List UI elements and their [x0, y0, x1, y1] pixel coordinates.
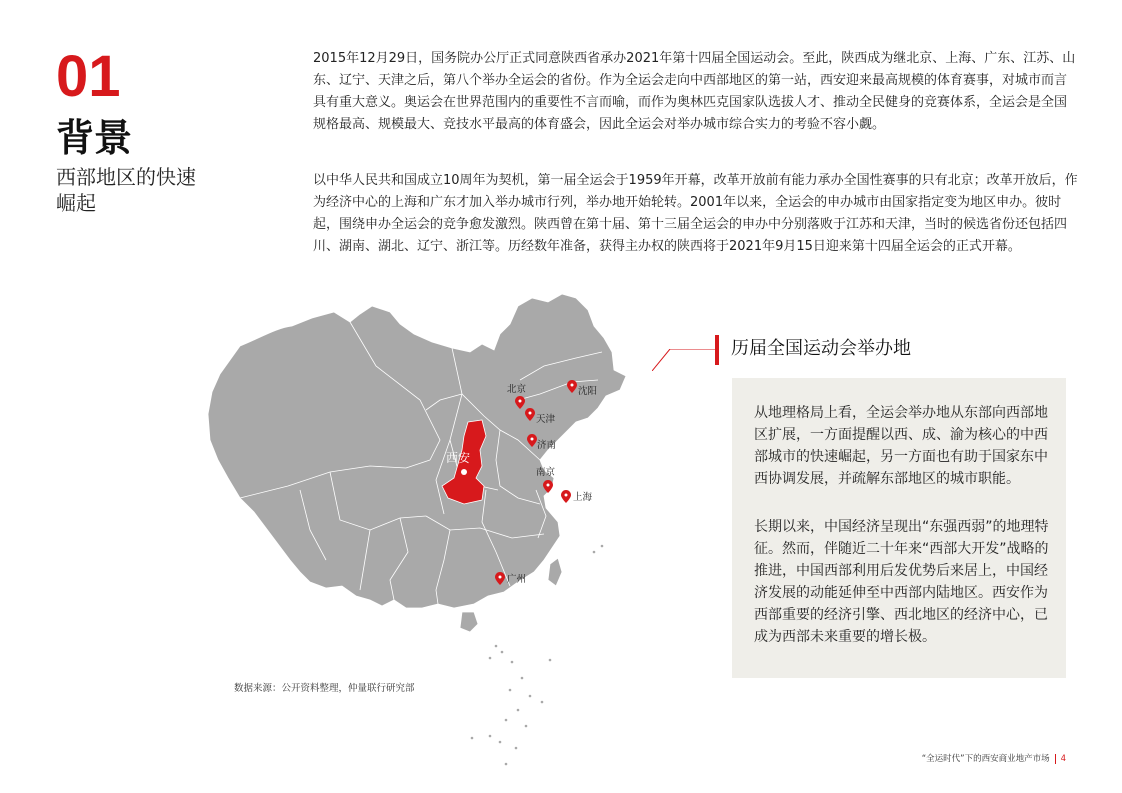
section-title: 背景: [56, 116, 133, 160]
legend-title: 历届全国运动会举办地: [731, 338, 911, 359]
footer-title: “全运时代”下的西安商业地产市场: [921, 754, 1050, 764]
china-map: [200, 290, 660, 770]
legend-connector-line: [652, 349, 716, 371]
footer-separator: [1055, 754, 1056, 764]
city-label-tianjin: 天津: [536, 414, 556, 425]
city-marker-shanghai: [561, 490, 593, 503]
city-label-nanjing: 南京: [536, 467, 556, 478]
body-paragraph-1: 2015年12月29日，国务院办公厅正式同意陕西省承办2021年第十四届全国运动会。至此，陕西成为继北京、上海、广东、江苏、山东、辽宁、天津之后，第八个举办全运会的省份。作为全运会走向中西部地区的第一站，西安迎来最高规模的体育赛事，对城市而言具有重大意义。奥运会在世界范围内的重要性不言而喻，而作为奥林匹克国家队选拔人才、推动全民健身的竞赛体系，全运会是全国规格最高、规模最大、竞技水平最高的体育盛会，因此全运会对举办城市综合实力的考验不容小觑。: [313, 51, 1076, 132]
info-paragraph-1: 从地理格局上看，全运会举办地从东部向西部地区扩展，一方面提醒以西、成、渝为核心的中西部城市的快速崛起，另一方面也有助于国家东中西协调发展，并疏解东部地区的城市职能。: [754, 405, 1048, 487]
xian-dot: [461, 469, 467, 475]
city-label-shanghai: 上海: [573, 492, 593, 503]
page-number: 4: [1060, 754, 1066, 764]
legend-accent-bar: [715, 335, 719, 365]
city-label-beijing: 北京: [507, 384, 527, 395]
xian-label: 西安: [446, 451, 471, 465]
china-landmass: [208, 294, 626, 632]
data-source-note: 数据来源：公开资料整理，仲量联行研究部: [234, 683, 415, 694]
city-label-jinan: 济南: [537, 440, 557, 451]
section-subtitle: 西部地区的快速崛起: [56, 165, 196, 215]
city-marker-guangzhou: [495, 572, 526, 585]
section-number: 01: [56, 44, 121, 109]
city-label-shenyang: 沈阳: [578, 386, 598, 397]
info-paragraph-2: 长期以来，中国经济呈现出“东强西弱”的地理特征。然而，伴随近二十年来“西部大开发”战略的推进，中国西部利用后发优势后来居上，中国经济发展的动能延伸至中西部内陆地区。西安作为西部重要的经济引擎、西北地区的经济中心，已成为西部未来重要的增长极。: [754, 519, 1049, 645]
body-paragraph-2: 以中华人民共和国成立10周年为契机，第一届全运会于1959年开幕，改革开放前有能力承办全国性赛事的只有北京；改革开放后，作为经济中心的上海和广东才加入举办城市行列，举办地开始轮转。2001年以来，全运会的申办城市由国家指定变为地区申办。彼时起，围绕申办全运会的竞争愈发激烈。陕西曾在第十届、第十三届全运会的申办中分别落败于江苏和天津，当时的候选省份还包括四川、湖南、湖北、辽宁、浙江等。历经数年准备，获得主办权的陕西将于2021年9月15日迎来第十四届全运会的正式开幕。: [313, 173, 1078, 254]
city-label-guangzhou: 广州: [507, 574, 527, 585]
page-footer: [922, 752, 1066, 764]
